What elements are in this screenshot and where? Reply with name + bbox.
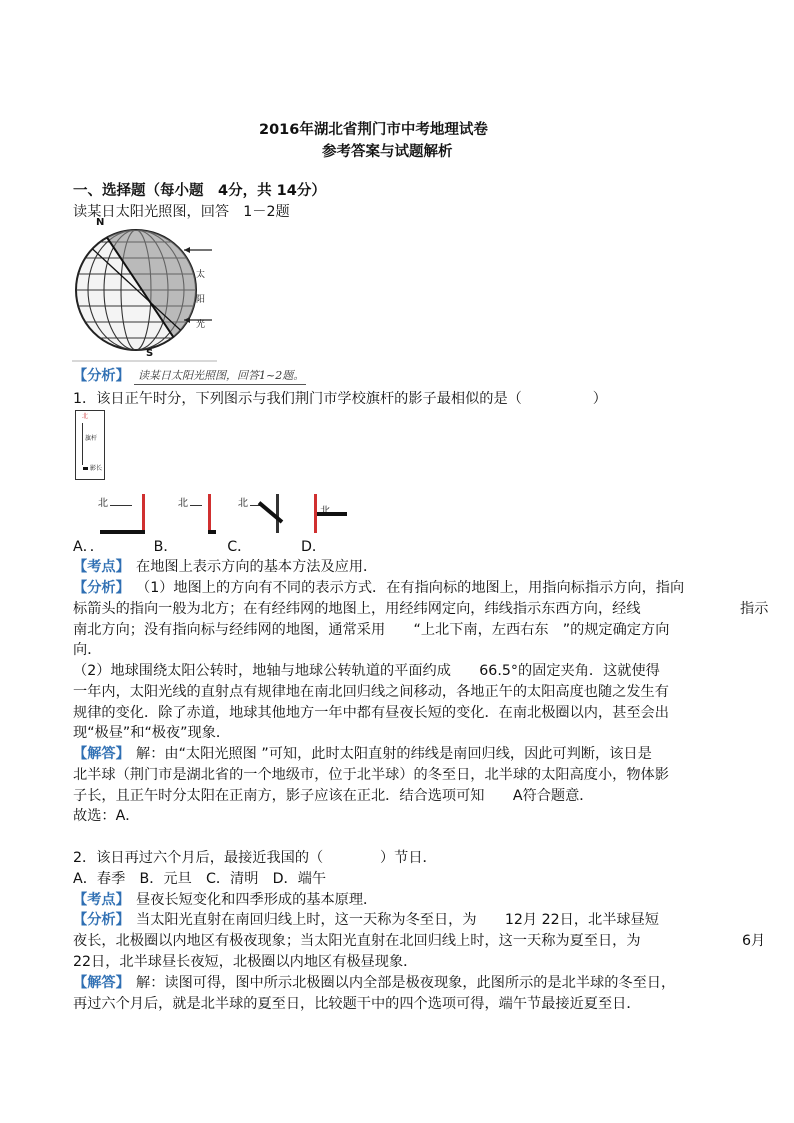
section-heading: 一、选择题（每小题 4分，共 14分）	[73, 183, 326, 199]
q2-kaodian: 昼夜长短变化和四季形成的基本原理．	[136, 892, 378, 908]
q1-fenxi-line-4: 向．	[73, 642, 102, 658]
q2-stem: 2．该日再过六个月后，最接近我国的（ ）节日．	[73, 850, 437, 866]
q1-options: A．． B． C． D．	[73, 539, 327, 555]
option-a-figure[interactable]	[98, 492, 150, 537]
q2-options: A．春季 B．元旦 C．清明 D．端午	[73, 871, 327, 887]
sun-label-2: 阳	[196, 295, 206, 305]
q2-fenxi-tag: 【分析】	[73, 912, 130, 928]
analysis-tag: 【分析】	[73, 368, 130, 384]
north-pole-label: N	[96, 217, 105, 228]
q1-jieda-tag: 【解答】	[73, 746, 130, 762]
option-c-shadow	[258, 501, 284, 523]
page-subtitle: 参考答案与试题解析	[322, 144, 453, 160]
option-a-pole	[142, 494, 145, 533]
q1-kaodian: 在地图上表示方向的基本方法及应用．	[136, 559, 378, 575]
legend-flagpole	[82, 423, 83, 465]
q1-kaodian-tag: 【考点】	[73, 559, 130, 575]
option-b-figure[interactable]	[178, 492, 218, 537]
legend-shadow	[83, 467, 88, 470]
section-intro: 读某日太阳光照图，回答 1－2题	[73, 204, 290, 220]
q2-fenxi-line-3: 22日，北半球昼长夜短，北极圈以内地区有极昼现象．	[73, 954, 418, 970]
q1-fenxi-line-3: 南北方向；没有指向标与经纬网的地图，通常采用 “上北下南，左西右东 ”的规定确定方向	[73, 622, 670, 638]
q2-jieda-line-2: 再过六个月后，就是北半球的夏至日，比较题干中的四个选项可得，端午节最接近夏至日．	[73, 996, 641, 1012]
q2-fenxi-line-1: 当太阳光直射在南回归线上时，这一天称为冬至日，为 12月 22日，北半球昼短	[136, 912, 659, 928]
q2-fenxi-line-1b: 6月	[742, 933, 766, 949]
option-d-shadow	[317, 512, 347, 516]
underline	[134, 384, 306, 385]
q2-jieda-line-1: 解：读图可得，图中所示北极圈以内全部是极夜现象，此图所示的是北半球的冬至日，	[136, 975, 676, 991]
q2-fenxi-line-2: 夜长，北极圈以内地区有极夜现象；当太阳光直射在北回归线上时，这一天称为夏至日，为	[73, 933, 641, 949]
option-c-pole	[276, 494, 279, 533]
option-c-figure[interactable]	[238, 492, 284, 537]
page-title: 2016年湖北省荆门市中考地理试卷	[259, 122, 488, 138]
q1-fenxi-line-7: 规律的变化．除了赤道，地球其他地方一年中都有昼夜长短的变化．在南北极圈以内，甚至会出	[73, 705, 669, 721]
globe-illustration	[72, 220, 217, 362]
q1-stem: 1．该日正午时分，下列图示与我们荆门市学校旗杆的影子最相似的是（ ）	[73, 391, 607, 407]
q1-jieda-line-3: 子长，且正午时分太阳在正南方，影子应该在正北．结合选项可知 A符合题意．	[73, 788, 594, 804]
handwritten-note: 读某日太阳光照图，回答1~2题。	[138, 369, 305, 382]
legend-pole: 旗杆	[85, 435, 98, 442]
q1-jieda-line-1: 解：由“太阳光照图 ”可知，此时太阳直射的纬线是南回归线，因此可判断，该日是	[136, 746, 652, 762]
option-a-arrow	[110, 505, 132, 506]
south-pole-label: S	[146, 348, 154, 359]
q1-fenxi-line-2b: 指示	[740, 601, 769, 617]
legend-north: 北	[82, 413, 89, 420]
sunlight-figure	[72, 217, 217, 362]
q1-jieda-line-2: 北半球（荆门市是湖北省的一个地级市，位于北半球）的冬至日，北半球的太阳高度小，物体影	[73, 767, 669, 783]
sun-label-3: 光	[196, 320, 206, 330]
q2-kaodian-tag: 【考点】	[73, 892, 130, 908]
option-b-shadow	[208, 530, 216, 534]
option-a-north: 北	[98, 498, 108, 509]
q1-fenxi-line-5: （2）地球围绕太阳公转时，地轴与地球公转轨道的平面约成 66.5°的固定夹角．这就使得	[73, 663, 660, 679]
q1-fenxi-line-1: （1）地图上的方向有不同的表示方式．在有指向标的地图上，用指向标指示方向，指向	[136, 580, 685, 596]
q1-fenxi-line-8: 现“极昼”和“极夜”现象．	[73, 725, 231, 741]
option-b-pole	[208, 494, 211, 533]
option-c-north: 北	[238, 498, 248, 509]
option-b-north: 北	[178, 498, 188, 509]
q1-fenxi-line-2: 标箭头的指向一般为北方；在有经纬网的地图上，用经纬网定向，纬线指示东西方向，经线	[73, 601, 641, 617]
q1-fenxi-tag: 【分析】	[73, 580, 130, 596]
q1-answer: 故选：A．	[73, 808, 140, 824]
option-b-arrow	[190, 505, 202, 506]
q1-fenxi-line-6: 一年内，太阳光线的直射点有规律地在南北回归线之间移动，各地正午的太阳高度也随之发生有	[73, 684, 669, 700]
q2-jieda-tag: 【解答】	[73, 975, 130, 991]
legend-figure	[75, 410, 105, 480]
option-d-figure[interactable]	[306, 492, 348, 537]
option-a-shadow	[100, 530, 145, 534]
legend-shadow-label: 影长	[90, 465, 103, 472]
sun-label-1: 太	[196, 270, 206, 280]
